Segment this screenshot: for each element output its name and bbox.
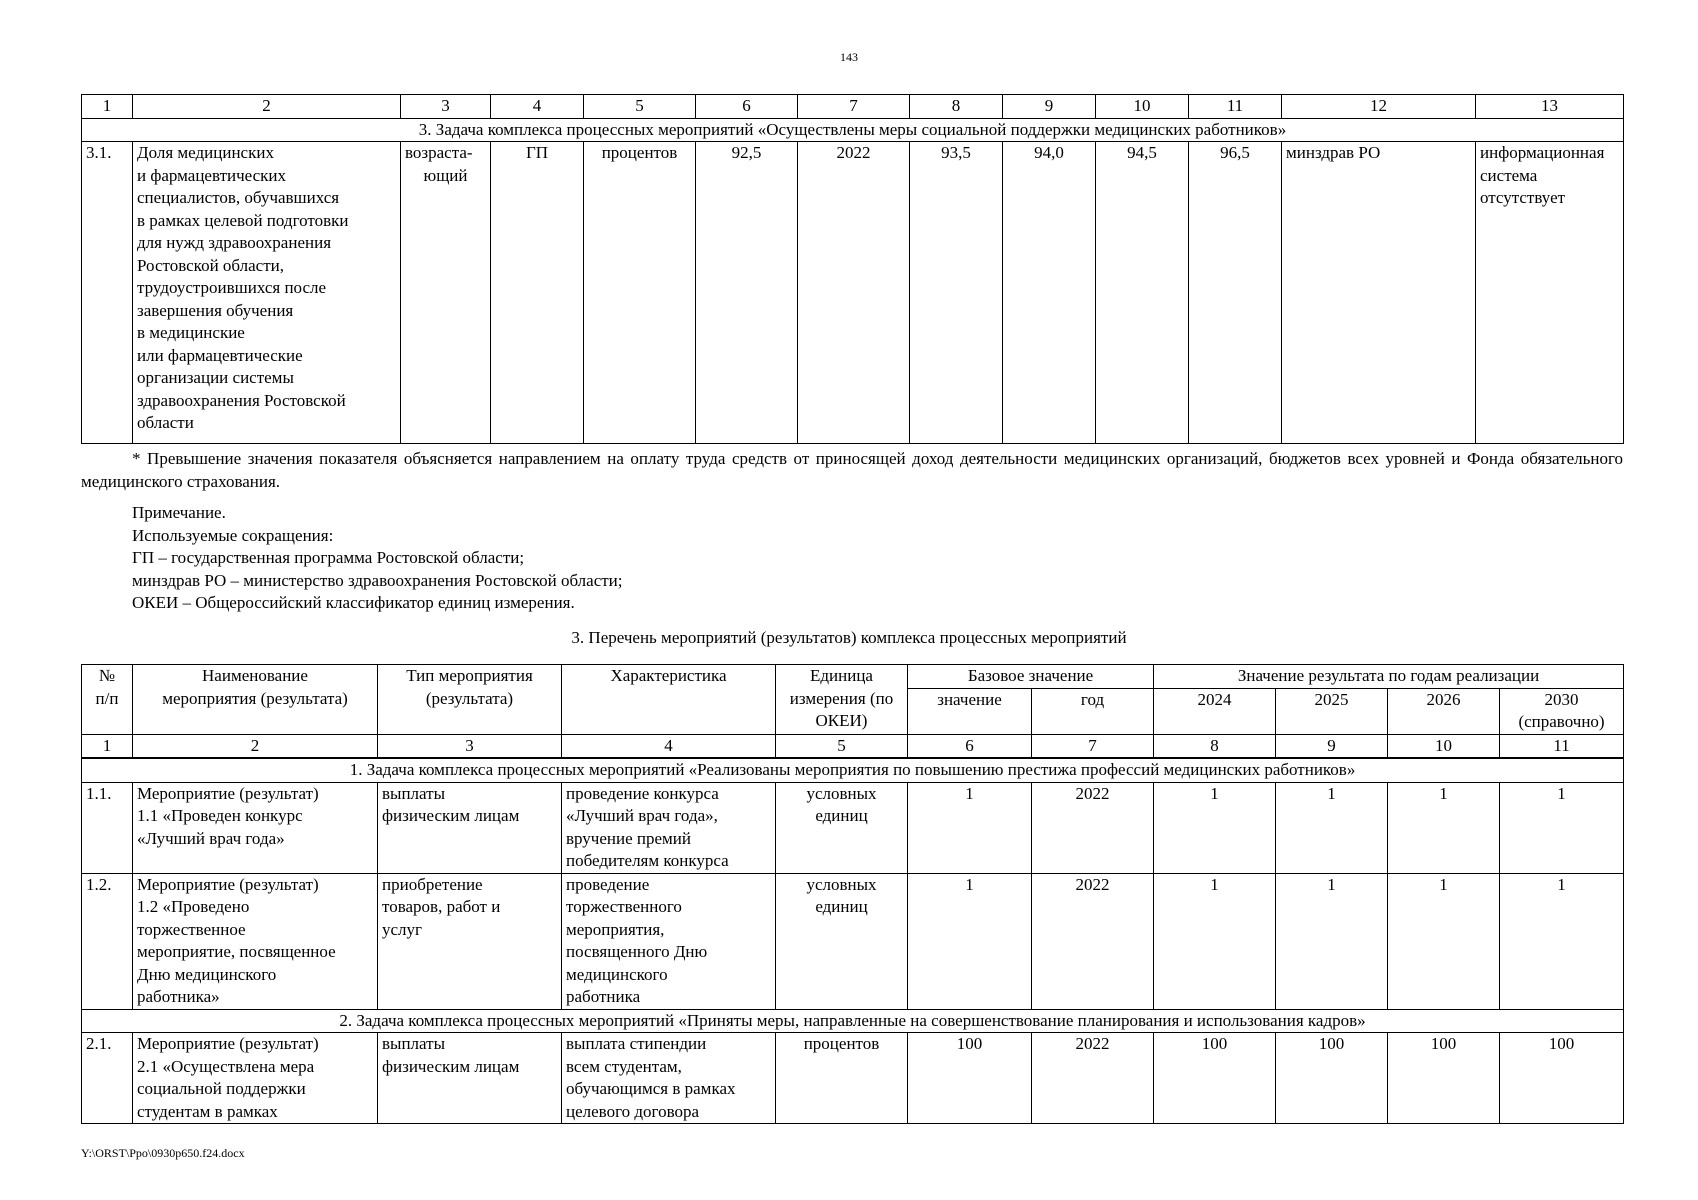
task-row [82,1009,1624,1033]
characteristic-line: «Лучший врач года», [566,806,718,825]
header-num [82,665,133,735]
row-number: 2.1. [82,1033,133,1124]
base-value: 1 [908,782,1032,873]
activity-name-line: «Лучший врач года» [137,828,285,848]
activity-characteristic [562,873,776,1009]
note-line: минздрав РО – министерство здравоохранения Ростовской области; [132,570,623,590]
characteristic-line: медицинского [566,964,668,984]
activity-characteristic [562,782,776,873]
value-2030: 100 [1500,1033,1624,1124]
value-2026: 1 [1388,873,1500,1009]
indicator-name-line: Доля медицинских [137,143,274,162]
value-2026: 1 [1388,782,1500,873]
activity-type [378,1033,562,1124]
task-title: 1. Задача комплекса процессных мероприятий «Реализованы мероприятия по повышению престижа профессий медицинских работников» [82,758,1624,782]
indicator-level: ГП [491,142,584,444]
activity-type-line: выплаты [382,1034,445,1053]
column-number-row [82,734,1624,758]
header-base-value: значение [908,688,1032,734]
value-2025: 100 [1276,1033,1388,1124]
activity-unit [776,782,908,873]
header-line: ОКЕИ) [815,711,868,730]
activity-name-line: 2.1 «Осуществлена мера [137,1056,315,1076]
header-row [82,665,1624,689]
activity-type-line: товаров, работ и [382,897,501,916]
characteristic-line: торжественного [566,897,682,916]
activity-name-line: мероприятие, посвященное [137,942,336,961]
indicators-table [81,94,1624,444]
characteristic-line: проведение [566,874,650,894]
activity-name-line: Мероприятие (результат) [137,1034,319,1053]
task-row [82,758,1624,782]
indicator-name-line: специалистов, обучавшихся [137,188,340,207]
header-line: (справочно) [1518,712,1605,731]
header-line: измерения (по [789,688,894,708]
value-2030: 1 [1500,873,1624,1009]
header-characteristic: Характеристика [562,665,776,735]
header-2025: 2025 [1276,688,1388,734]
header-line: Тип мероприятия [406,666,533,685]
unit-line: единиц [815,806,868,825]
footnote: * Превышение значения показателя объясняется направлением на оплату труда средств от приносящей доход деятельности медицинских организаций, бюджетов всех уровней и Фонда обязательного медицинского страхования. [81,449,1623,491]
column-number-row [82,95,1624,119]
header-line: № [98,666,116,685]
header-years-group: Значение результата по годам реализации [1154,665,1624,689]
header-2030 [1500,688,1624,734]
column-number: 4 [491,95,584,119]
activity-name [133,873,378,1009]
header-base-year: год [1032,688,1154,734]
characteristic-line: мероприятия, [566,919,665,939]
column-number: 7 [798,95,910,119]
activity-name-line: Дню медицинского [137,964,277,984]
indicator-name-line: организации системы [137,368,294,387]
activity-type [378,873,562,1009]
column-number: 2 [133,734,378,758]
note-line: ГП – государственная программа Ростовской области; [132,548,525,567]
header-line: (результата) [425,688,514,708]
column-number: 9 [1003,95,1096,119]
characteristic-line: всем студентам, [566,1056,682,1076]
activity-name [133,782,378,873]
indicator-name [133,142,401,444]
characteristic-line: целевого договора [566,1101,700,1121]
column-number: 8 [1154,734,1276,758]
activity-type-line: физическим лицам [382,1056,520,1076]
column-number: 1 [82,95,133,119]
table-row [82,1033,1624,1124]
activity-name-line: Мероприятие (результат) [137,783,319,803]
base-value: 100 [908,1033,1032,1124]
activity-name-line: работника» [137,987,220,1006]
characteristic-line: вручение премий [566,828,691,848]
base-year: 2022 [798,142,910,444]
column-number: 12 [1282,95,1476,119]
header-line: Наименование [202,666,308,685]
activity-unit [776,1033,908,1124]
task-row [82,118,1624,142]
column-number: 5 [584,95,696,119]
indicator-name-line: и фармацевтических [137,165,287,185]
unit-line: условных [806,874,877,894]
activity-type-line: приобретение [382,874,483,894]
trend-line: возраста- [405,143,473,162]
footer-file-path: Y:\ORST\Ppo\0930p650.f24.docx [81,1146,245,1160]
column-number: 4 [562,734,776,758]
indicator-name-line: здравоохранения Ростовской [137,390,346,410]
base-year: 2022 [1032,782,1154,873]
base-value: 1 [908,873,1032,1009]
activity-name-line: 1.2 «Проведено [137,897,250,916]
info-system-line: отсутствует [1480,188,1566,207]
column-number: 1 [82,734,133,758]
column-number: 6 [908,734,1032,758]
characteristic-line: проведение конкурса [566,783,719,803]
indicator-name-line: области [137,413,194,432]
value-2026: 100 [1388,1033,1500,1124]
indicator-name-line: или фармацевтические [137,345,303,365]
header-type [378,665,562,735]
note-line: Используемые сокращения: [132,525,334,545]
column-number: 3 [401,95,491,119]
header-line: п/п [95,688,119,708]
activity-type-line: физическим лицам [382,806,520,825]
table-row [82,782,1624,873]
header-line: мероприятия (результата) [162,688,348,708]
trend-line: ющий [423,165,468,185]
column-number: 7 [1032,734,1154,758]
column-number: 11 [1189,95,1282,119]
header-base-group: Базовое значение [908,665,1154,689]
activity-characteristic [562,1033,776,1124]
activity-type-line: услуг [382,919,423,939]
activity-name-line: Мероприятие (результат) [137,874,319,894]
value-2030: 1 [1500,782,1624,873]
column-number: 9 [1276,734,1388,758]
activity-name [133,1033,378,1124]
indicator-name-line: для нужд здравоохранения [137,233,332,252]
characteristic-line: победителям конкурса [566,851,729,870]
indicator-name-line: в медицинские [137,323,245,342]
characteristic-line: обучающимся в рамках [566,1079,736,1098]
note-line: ОКЕИ – Общероссийский классификатор единиц измерения. [132,593,575,612]
info-system-line: информационная [1480,143,1605,162]
value-2024: 1 [1154,782,1276,873]
header-line: 2030 [1544,689,1579,709]
value-2024: 1 [1154,873,1276,1009]
activity-unit [776,873,908,1009]
note-line: Примечание. [132,503,226,522]
column-number: 8 [910,95,1003,119]
value-year-3: 94,5 [1096,142,1189,444]
column-number: 11 [1500,734,1624,758]
column-number: 6 [696,95,798,119]
indicator-name-line: Ростовской области, [137,255,284,275]
header-2026: 2026 [1388,688,1500,734]
indicator-name-line: трудоустроившихся после [137,278,327,297]
info-system [1476,142,1624,444]
notes-block [132,502,1674,615]
base-year: 2022 [1032,1033,1154,1124]
table-row [82,142,1624,444]
column-number: 10 [1388,734,1500,758]
characteristic-line: посвященного Дню [566,942,708,961]
activity-name-line: социальной поддержки [137,1079,306,1098]
base-value: 92,5 [696,142,798,444]
value-year-1: 93,5 [910,142,1003,444]
indicator-name-line: завершения обучения [137,300,294,320]
section-heading: 3. Перечень мероприятий (результатов) комплекса процессных мероприятий [571,628,1127,647]
activity-type-line: выплаты [382,783,445,803]
task-title: 3. Задача комплекса процессных мероприятий «Осуществлены меры социальной поддержки медицинских работников» [82,118,1624,142]
activity-name-line: 1.1 «Проведен конкурс [137,806,303,825]
column-number: 13 [1476,95,1624,119]
column-number: 3 [378,734,562,758]
value-year-4: 96,5 [1189,142,1282,444]
characteristic-line: выплата стипендии [566,1034,707,1053]
activity-name-line: торжественное [137,919,246,939]
column-number: 5 [776,734,908,758]
responsible: минздрав РО [1282,142,1476,444]
table-row [82,873,1624,1009]
base-year: 2022 [1032,873,1154,1009]
row-number: 3.1. [82,142,133,444]
activity-type [378,782,562,873]
unit-line: процентов [803,1034,880,1053]
task-title: 2. Задача комплекса процессных мероприятий «Приняты меры, направленные на совершенствование планирования и использования кадров» [82,1009,1624,1033]
header-line: Единица [810,666,873,685]
info-system-line: система [1480,165,1538,185]
value-2025: 1 [1276,782,1388,873]
page-number: 143 [840,50,858,64]
unit-line: единиц [815,897,868,916]
value-year-2: 94,0 [1003,142,1096,444]
characteristic-line: работника [566,987,641,1006]
activities-table [81,664,1624,1124]
row-number: 1.2. [82,873,133,1009]
indicator-trend [401,142,491,444]
indicator-name-line: в рамках целевой подготовки [137,210,349,230]
activity-name-line: студентам в рамках [137,1101,278,1121]
indicator-unit: процентов [584,142,696,444]
row-number: 1.1. [82,782,133,873]
value-2025: 1 [1276,873,1388,1009]
header-unit [776,665,908,735]
header-name [133,665,378,735]
unit-line: условных [806,783,877,803]
value-2024: 100 [1154,1033,1276,1124]
column-number: 2 [133,95,401,119]
column-number: 10 [1096,95,1189,119]
header-2024: 2024 [1154,688,1276,734]
